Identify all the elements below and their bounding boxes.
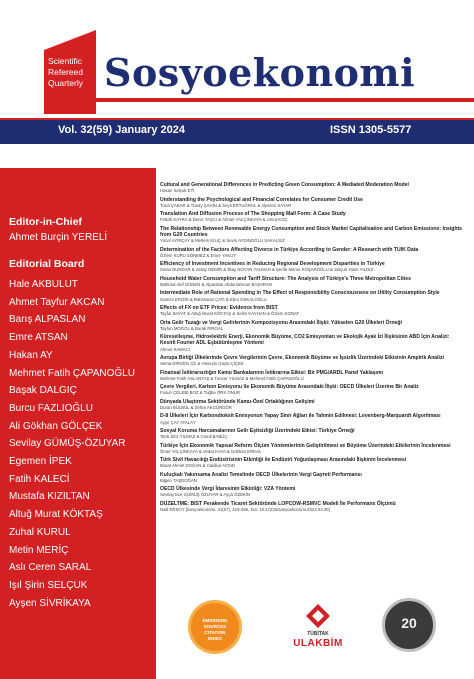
badge-line-3: Quarterly — [48, 78, 83, 88]
article-title: Intermediate Role of Rational Spending in The Effect of Responsibility Consciousness on Utility Consumption Style — [160, 290, 440, 297]
article-entry[interactable] — [160, 472, 465, 484]
board-member: Mehmet Fatih ÇAPANOĞLU — [9, 367, 135, 379]
article-entry[interactable] — [160, 334, 465, 352]
article-authors: Ömer YALÇINKAYA & Vedat KAYA & Gökhan ERKAL — [160, 448, 262, 454]
article-title: Avrupa Birliği Ülkelerinde Çevre Vergilerinin Çevre, Ekonomik Büyüme ve İşsizlik Üzerindeki Etkisinin Ampirik Analizi — [160, 354, 444, 361]
esci-line: EMERGING — [202, 618, 228, 623]
editorial-board-list — [9, 276, 135, 612]
board-member: Egemen İPEK — [9, 456, 72, 468]
article-title: Cultural and Generational Differences in Predicting Green Consumption: A Mediated Moderation Model — [160, 182, 409, 188]
title-underline — [96, 98, 474, 102]
article-title: Çevre Vergileri, Karbon Emisyonu ile Ekonomik Büyüme Arasındaki İlişki: OECD Ülkeleri Üzerine Bir Analiz — [160, 384, 419, 391]
article-entry[interactable] — [160, 247, 465, 259]
article-title: Türk Sivil Havacılığı Endüstrisinin Etkinliği ile Endüstri Yoğunlaşması Arasındaki İlişkinin İncelenmesi — [160, 457, 407, 464]
article-entry[interactable] — [160, 486, 465, 498]
article-entry[interactable] — [160, 501, 465, 513]
board-member: Hakan AY — [9, 349, 53, 361]
article-entry[interactable] — [160, 428, 465, 440]
board-member: Fatih KALECİ — [9, 473, 70, 485]
board-member: Sevilay GÜMÜŞ-ÖZUYAR — [9, 438, 126, 450]
article-entry[interactable] — [160, 355, 465, 367]
article-authors: Mahmut Akif GÜNEN & Alparslan Abdurrahman BAŞARAN — [160, 281, 273, 287]
journal-title: Sosyoekonomi — [104, 50, 416, 95]
table-of-contents — [160, 182, 465, 515]
article-title: Kuluçkalı Yakınsama Analizi Temelinde OECD Ülkelerinin Vergi Gayreti Performansı — [160, 471, 362, 478]
article-authors: Tarık Ziriz YILMAZ & Cemil BABÜÇ — [160, 434, 228, 440]
tubitak-emblem-icon — [288, 602, 348, 636]
board-member: Başak DALGIÇ — [9, 385, 77, 397]
article-title: Dünyada Ulaştırma Sektöründe Kamu-Özel Ortaklığının Gelişimi — [160, 398, 315, 405]
article-entry[interactable] — [160, 370, 465, 382]
article-authors: Sema DİRGEN ÇE & Hüseyin Güçlü ÇİÇEK — [160, 361, 244, 367]
article-entry[interactable] — [160, 413, 465, 425]
board-member: Altuğ Murat KÖKTAŞ — [9, 509, 103, 521]
esci-line: CITATION — [204, 630, 226, 635]
badge-line-2: Refereed — [48, 67, 83, 77]
article-authors: Özlem KURU SÖNMEZ & Emre YAKUT — [160, 252, 237, 258]
article-authors: Fettah KAYRA & Deniz TAŞCI & Ahmet YALÇINKAYA & Umut KOÇ — [160, 217, 288, 223]
issue-info-bar — [0, 118, 474, 144]
board-member: Metin MERİÇ — [9, 544, 69, 556]
board-member: Ayşen SİVRİKAYA — [9, 597, 91, 609]
esci-logo — [188, 600, 242, 654]
esci-line: INDEX — [207, 636, 223, 641]
editor-in-chief-heading: Editor-in-Chief — [9, 216, 82, 228]
index-logos — [160, 600, 474, 679]
esci-line: SOURCES — [203, 624, 227, 629]
board-member: Hale AKBULUT — [9, 279, 78, 290]
article-authors: Bilgen TAŞDOĞAN — [160, 477, 197, 483]
article-entry[interactable] — [160, 290, 465, 302]
board-member: Işıl Şirin SELÇUK — [9, 579, 88, 591]
article-authors: Sinan DUNDAR & Gülay DEMİR & İlkay NOYAN YALMAN & Şerife Merve KOŞAROĞLU & Selçuk Yasin YILDIZ — [160, 267, 374, 273]
article-entry[interactable] — [160, 399, 465, 411]
article-entry[interactable] — [160, 226, 465, 244]
board-member: Burcu FAZLIOĞLU — [9, 402, 93, 414]
article-title: Understanding the Psychological and Financial Correlates for Consumer Credit Use — [160, 196, 363, 203]
article-authors: Ahmet KAMACI — [160, 346, 191, 352]
article-title: OECD Ülkesinde Vergi İdaresinin Etkinliği: VZA Yöntemi — [160, 486, 296, 493]
tubitak-ulakbim-logo — [288, 602, 348, 662]
article-entry[interactable] — [160, 457, 465, 469]
article-entry[interactable] — [160, 276, 465, 288]
board-member: Zuhal KURUL — [9, 526, 71, 538]
volume-label: Vol. 32(59) January 2024 — [58, 124, 185, 136]
journal-header — [0, 0, 474, 118]
article-entry[interactable] — [160, 182, 465, 194]
article-authors: Sevilay Ece GÜMÜŞ ÖZUYAR & Ayça ÖZEKİN — [160, 492, 251, 498]
article-authors: Gamze ERGİN & Rahraman ÇATI & Ebru OSKALOĞLU — [160, 296, 267, 302]
article-authors: Tuna ÇAKAR & Tunay ŞAHİN & Seyit ERTUĞRUL & Alperen SAYAR — [160, 202, 292, 208]
article-authors: Murat Ahmet DOĞAN & Canikut AYDIN — [160, 463, 235, 469]
article-authors: Fusun ÇELEBİ BOZ & Tuğba ÖRS ONUR — [160, 390, 240, 396]
seal-number: 20 — [401, 615, 417, 631]
article-title: Türkiye İçin Ekonomik Yapısal Reform Ölçüm Yöntemlerinin Geliştirilmesi ve Büyüme Üzerindeki Etkilerinin İncelenmesi — [160, 442, 451, 449]
article-authors: Naili ERSOY [Sosyoekonomi, 31(57), 419-436, Doi: 10.17233/sosyoekonomi.2023.03.20] — [160, 507, 330, 513]
article-title: D-8 Ülkeleri İçin Karbondioksit Emisyonun Yapay Sinir Ağları ile Tahmin Edilmesi: Levenberg-Marquardt Algoritması — [160, 413, 441, 420]
article-entry[interactable] — [160, 384, 465, 396]
board-member: Emre ATSAN — [9, 332, 68, 344]
article-title: Orta Gelir Tuzağı ve Vergi Gelirlerinin Kompozisyonu Arasındaki İlişki: Yükselen G20 Ülkeleri Örneği — [160, 319, 402, 326]
editorial-board-heading: Editorial Board — [9, 258, 85, 270]
tubitak-label: TÜBİTAK — [307, 631, 329, 636]
article-entry[interactable] — [160, 197, 465, 209]
article-authors: Ayşe ÇAY ATALAY — [160, 419, 196, 425]
article-entry[interactable] — [160, 320, 465, 332]
article-title: Küreselleşme, Hidroelektrik Enerji, Ekonomik Büyüme, CO2 Emisyonları ve Ekolojik Ayak İzi İlişkisinin ABD İçin Analizi: Kesirli Fourier ADL Eşbütünleşme Yöntemi — [160, 334, 450, 347]
article-title: Effects of FX on ETF Prices: Evidence from BIST — [160, 304, 278, 311]
article-title: DÜZELTME: BIST Perakende Ticaret Sektöründe LOPCOW-RSMVC Modeli İle Performans Ölçümü — [160, 500, 396, 507]
article-title: Determination of the Factors Affecting Divorce in Türkiye According to Gender: A Research with TUIK Data — [160, 246, 419, 253]
anniversary-seal — [382, 598, 436, 652]
article-title: Household Water Consumption and Tariff Structure: The Analysis of Türkiye's Three Metropolitan Cities — [160, 275, 411, 282]
article-authors: Mehmet Fatih ASLANTAŞ & Tuncer YILMAZ & Mehmet Fatih ÇAPANOĞLU — [160, 375, 304, 381]
scientific-refereed-badge — [44, 50, 96, 114]
article-title: Efficiency of Investment Incentives in Reducing Regional Development Disparities in Türkiye — [160, 261, 385, 268]
article-authors: Tayfun MOĞOL & Burak PİRGAL — [160, 325, 224, 331]
article-title: Sosyal Koruma Harcamalarının Gelir Eşitsizliği Üzerindeki Etkisi: Türkiye Örneği — [160, 427, 355, 434]
article-entry[interactable] — [160, 305, 465, 317]
article-authors: Duran BÜLBÜL & Zehra AKGÜNGÖR — [160, 404, 232, 410]
editorial-board-panel — [0, 168, 156, 679]
board-member: Mustafa KIZILTAN — [9, 491, 90, 503]
article-title: Translation And Diffusion Process of The Shopping Mall Form: A Case Study — [160, 211, 346, 218]
article-entry[interactable] — [160, 261, 465, 273]
article-authors: Tayfur BAYAT & Altuğ Murat KÖKTAŞ & Selim KAYHAN & Özlem KONAT — [160, 311, 300, 317]
editor-in-chief-name: Ahmet Burçin YERELİ — [9, 232, 108, 243]
issn-label: ISSN 1305-5577 — [330, 124, 412, 136]
board-member: Aslı Ceren SARAL — [9, 562, 92, 574]
ulakbim-label: ULAKBİM — [293, 638, 343, 649]
article-title: The Relationship Between Renewable Energy Consumption and Stock Market Capitalisation and Carbon Emissions: Insights from G20 Countries — [160, 225, 462, 238]
article-title: Finansal İstikrarsızlığın Kamu Bankalarının İstikrarına Etkisi: Bir PMG/ARDL Panel Yaklaşımı — [160, 369, 383, 376]
article-authors: Hasan Selçuk ETİ — [160, 188, 195, 194]
article-entry[interactable] — [160, 211, 465, 223]
badge-triangle — [44, 30, 96, 50]
board-member: Ahmet Tayfur AKCAN — [9, 296, 105, 308]
badge-line-1: Scientific — [48, 56, 83, 66]
article-entry[interactable] — [160, 443, 465, 455]
article-authors: Yücel AYRIÇAY & Meltem KILIÇ & Sevin AYDINOĞLU SAKALSIZ — [160, 238, 285, 244]
board-member: Ali Gökhan GÖLÇEK — [9, 420, 103, 432]
board-member: Barış ALPASLAN — [9, 314, 86, 326]
